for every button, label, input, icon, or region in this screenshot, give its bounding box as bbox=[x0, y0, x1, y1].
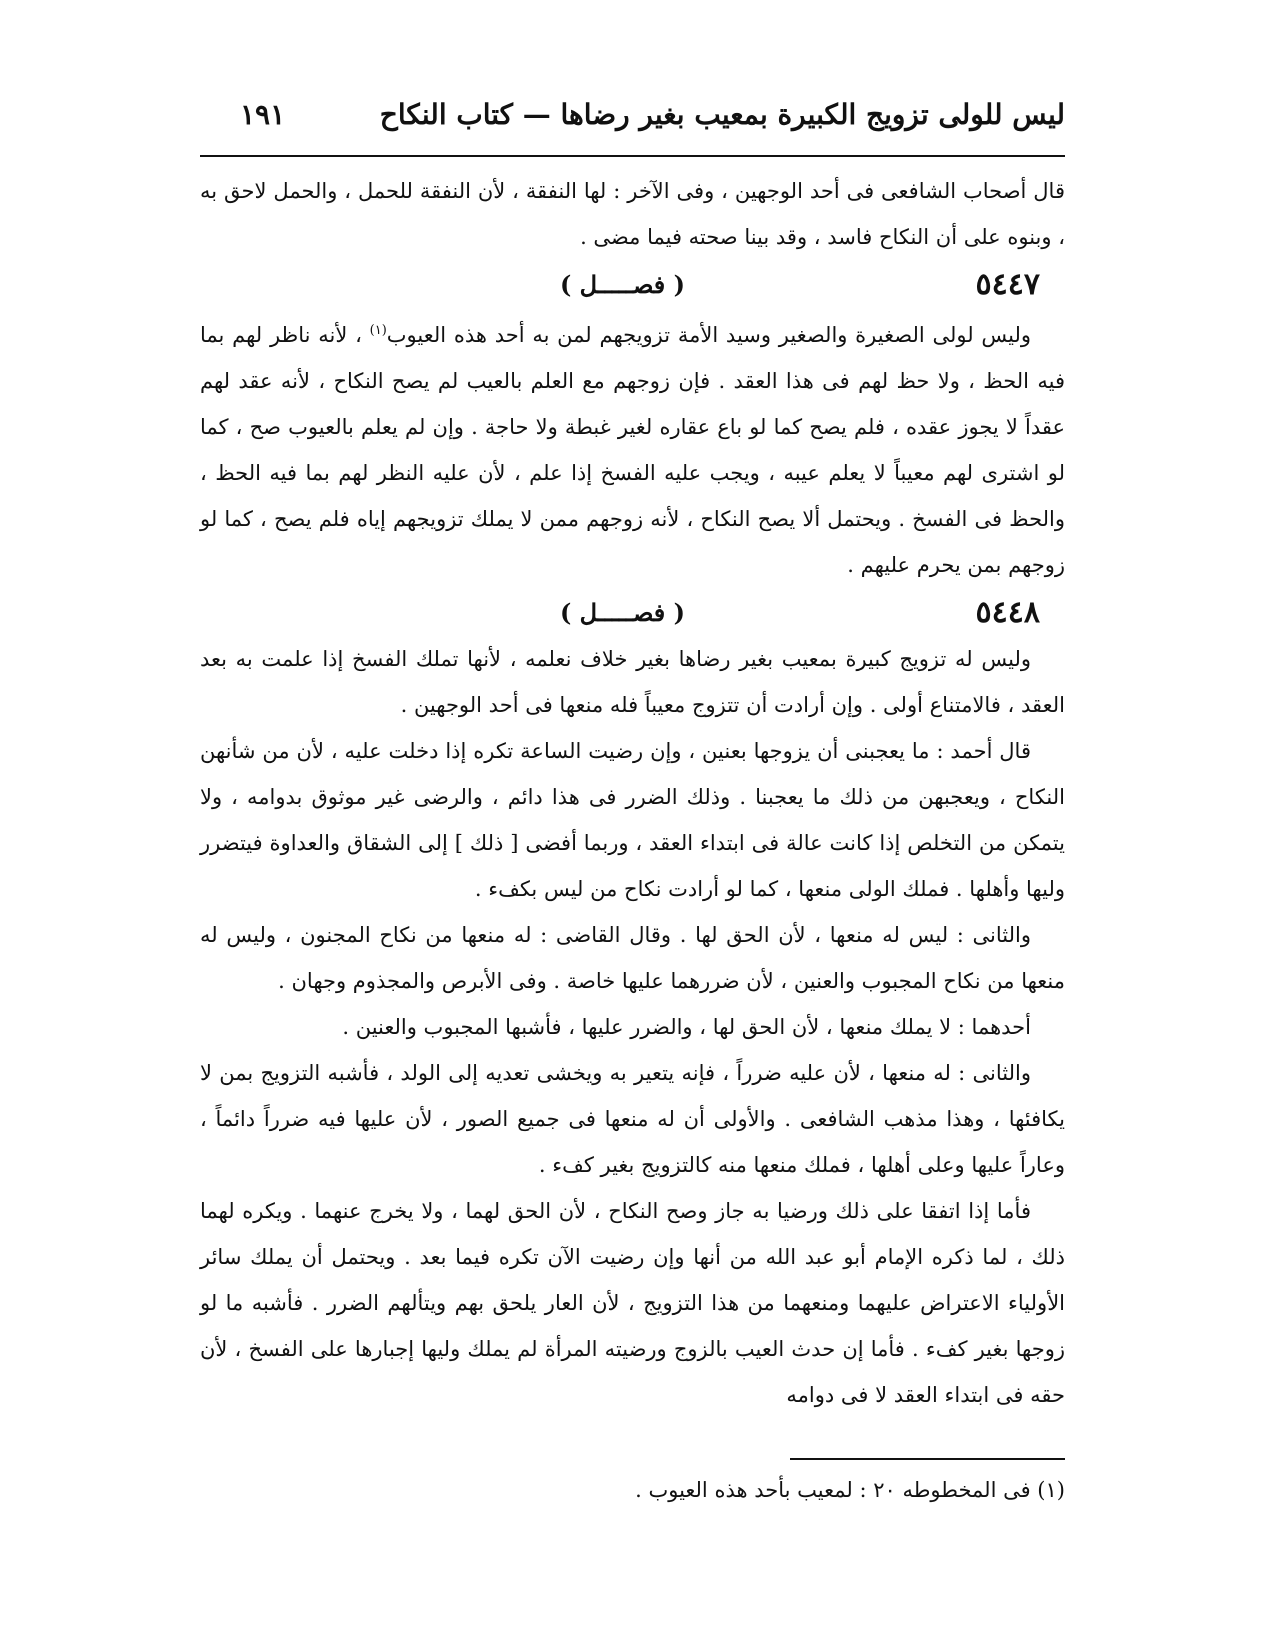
header-divider bbox=[200, 155, 1065, 157]
page-number: ١٩١ bbox=[240, 98, 286, 131]
section-number: ٥٤٤٨ bbox=[975, 595, 1040, 630]
section-number: ٥٤٤٧ bbox=[975, 267, 1040, 302]
paragraph-3: وليس له تزويج كبيرة بمعيب بغير رضاها بغير خلاف نعلمه ، لأنها تملك الفسخ إذا علمت به بعد العقد ، فالامتناع أولى . وإن أرادت أن تتزوج معيباً فله منعها فى أحد الوجهين . bbox=[200, 647, 1065, 717]
header-title: ليس للولى تزويج الكبيرة بمعيب بغير رضاها — كتاب النكاح bbox=[379, 98, 1065, 131]
paragraph-8: فأما إذا اتفقا على ذلك ورضيا به جاز وصح النكاح ، لأن الحق لهما ، ولا يخرج عنهما . ويكره لهما ذلك ، لما ذكره الإمام أبو عبد الله من أنها وإن رضيت الآن تكره فيما بعد . ويحتمل أن يملك سائر الأولياء الاعتراض عليهما ومنعهما من هذا التزويج ، لأن العار يلحق بهم ويتألهم الضرر . فأشبه ما لو زوجها بغير كفء . فأما إن حدث العيب بالزوج ورضيته المرأة لم يملك وليها إجبارها على الفسخ ، لأن حقه فى ابتداء العقد لا فى دوامه bbox=[200, 1199, 1065, 1407]
footnote-divider bbox=[790, 1458, 1065, 1460]
paragraph-4: قال أحمد : ما يعجبنى أن يزوجها بعنين ، وإن رضيت الساعة تكره إذا دخلت عليه ، لأن من شأنهن النكاح ، ويعجبهن من ذلك ما يعجبنا . وذلك الضرر فى هذا دائم ، والرضى غير موثوق بدوامه ، ولا يتمكن من التخلص إذا كانت عالة فى ابتداء العقد ، وربما أفضى [ ذلك ] إلى الشقاق والعداوة فيتضرر وليها وأهلها . فملك الولى منعها ، كما لو أرادت نكاح من ليس بكفء . bbox=[200, 739, 1065, 901]
paragraph-2-part-b: ، لأنه ناظر لهم بما فيه الحظ ، ولا حظ لهم فى هذا العقد . فإن زوجهم مع العلم بالعيب لم يصح النكاح ، لأنه عقد لهم عقداً لا يجوز عقده ، فلم يصح كما لو باع عقاره لغير غبطة ولا حاجة . وإن لم يعلم بالعيوب صح ، كما لو اشترى لهم معيباً لا يعلم عيبه ، ويجب عليه الفسخ إذا علم ، لأن عليه النظر لهم بما فيه الحظ ، والحظ فى الفسخ . ويحتمل ألا يصح النكاح ، لأنه زوجهم ممن لا يملك تزويجهم إياه فلم يصح ، كما لو زوجهم بمن يحرم عليهم . bbox=[200, 323, 1065, 577]
section-heading-1 bbox=[200, 260, 1065, 308]
section-heading-2 bbox=[200, 588, 1065, 636]
body-text bbox=[200, 168, 1065, 1418]
footnote: (١) فى المخطوطه ٢٠ : لمعيب بأحد هذه العيوب . bbox=[635, 1478, 1065, 1502]
paragraph-6: أحدهما : لا يملك منعها ، لأن الحق لها ، والضرر عليها ، فأشبها المجبوب والعنين . bbox=[342, 1015, 1031, 1039]
paragraph-5: والثانى : ليس له منعها ، لأن الحق لها . وقال القاضى : له منعها من نكاح المجنون ، وليس له منعها من نكاح المجبوب والعنين ، لأن ضررهما عليها خاصة . وفى الأبرص والمجذوم وجهان . bbox=[200, 923, 1065, 993]
section-label: ( فصـــــل ) bbox=[559, 598, 685, 627]
paragraph-2 bbox=[200, 308, 1065, 588]
paragraph-2-part-a: وليس لولى الصغيرة والصغير وسيد الأمة تزويجهم لمن به أحد هذه العيوب bbox=[386, 323, 1032, 347]
running-header bbox=[200, 90, 1065, 150]
section-label: ( فصـــــل ) bbox=[559, 270, 685, 299]
paragraph-7: والثانى : له منعها ، لأن عليه ضرراً ، فإنه يتعير به ويخشى تعديه إلى الولد ، فأشبه التزويج بمن لا يكافئها ، وهذا مذهب الشافعى . والأولى أن له منعها فى جميع الصور ، لأن عليها فيه ضرراً دائماً ، وعاراً عليها وعلى أهلها ، فملك منعها منه كالتزويج بغير كفء . bbox=[200, 1061, 1065, 1177]
footnote-ref: (١) bbox=[369, 323, 387, 338]
paragraph-1: قال أصحاب الشافعى فى أحد الوجهين ، وفى الآخر : لها النفقة ، لأن النفقة للحمل ، والحمل لاحق به ، وبنوه على أن النكاح فاسد ، وقد بينا صحته فيما مضى . bbox=[200, 179, 1065, 249]
